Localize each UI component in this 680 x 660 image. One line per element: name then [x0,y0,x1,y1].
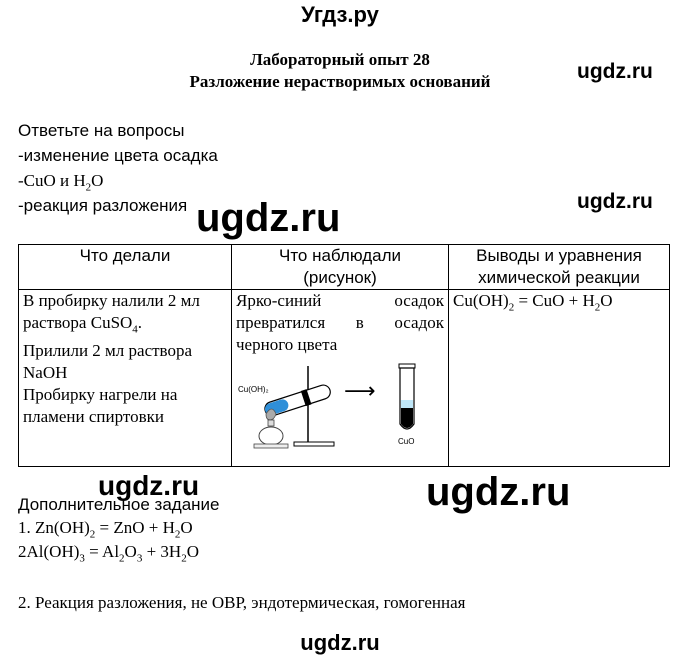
cell-procedure: В пробирку налили 2 мл раствора CuSO$_4$. Прилили 2 мл раствора NaOH Пробирку нагрели на пламени спиртовки [19,290,232,467]
extra-equation-1: 1. $Zn(OH)_2$ = ZnO + $H_2O$ [18,518,193,541]
question-item: -изменение цвета осадка [18,146,218,165]
label-cuoh2: Cu(OH)₂ [238,385,269,394]
watermark: ugdz.ru [300,630,380,655]
extra-equation-2: $2Al(OH)_3 = Al_2O_3 + 3H_2O$ [18,542,199,565]
watermark: ugdz.ru [426,470,571,514]
header-what-observed: Что наблюдали (рисунок) [232,245,449,290]
extra-answer-2: 2. Реакция разложения, не ОВР, эндотермическая, гомогенная [18,593,466,612]
site-header: Угдз.ру [301,2,379,27]
doc-title-line2: Разложение нерастворимых оснований [189,72,491,91]
table-row [19,290,670,467]
question-item: -CuO и $H_2O$ [18,171,104,194]
header-what-done: Что делали [19,245,232,290]
watermark: ugdz.ru [196,196,341,240]
watermark: ugdz.ru [577,60,653,83]
lab-table [18,244,670,467]
extra-heading: Дополнительное задание [18,495,220,514]
questions-heading: Ответьте на вопросы [18,121,185,140]
arrow-icon: ⟶ [344,379,376,404]
spirit-lamp-icon [254,409,288,448]
cell-observation: Ярко-синий осадок превратился в осадок черного цвета Cu(OH)₂ ⟶ CuO [232,290,449,467]
label-cuo: CuO [398,437,415,446]
apparatus-drawing [236,362,441,454]
doc-title-line1: Лабораторный опыт 28 [250,50,430,69]
cell-equation: $Cu(OH)_2$ = CuO + $H_2O$ [449,290,670,467]
table-header-row [19,245,670,290]
watermark: ugdz.ru [98,470,200,501]
watermark: ugdz.ru [577,190,653,213]
question-item: -реакция разложения [18,196,188,215]
header-conclusions: Выводы и уравнения химической реакции [449,245,670,290]
test-tube-upright-icon [399,364,415,429]
